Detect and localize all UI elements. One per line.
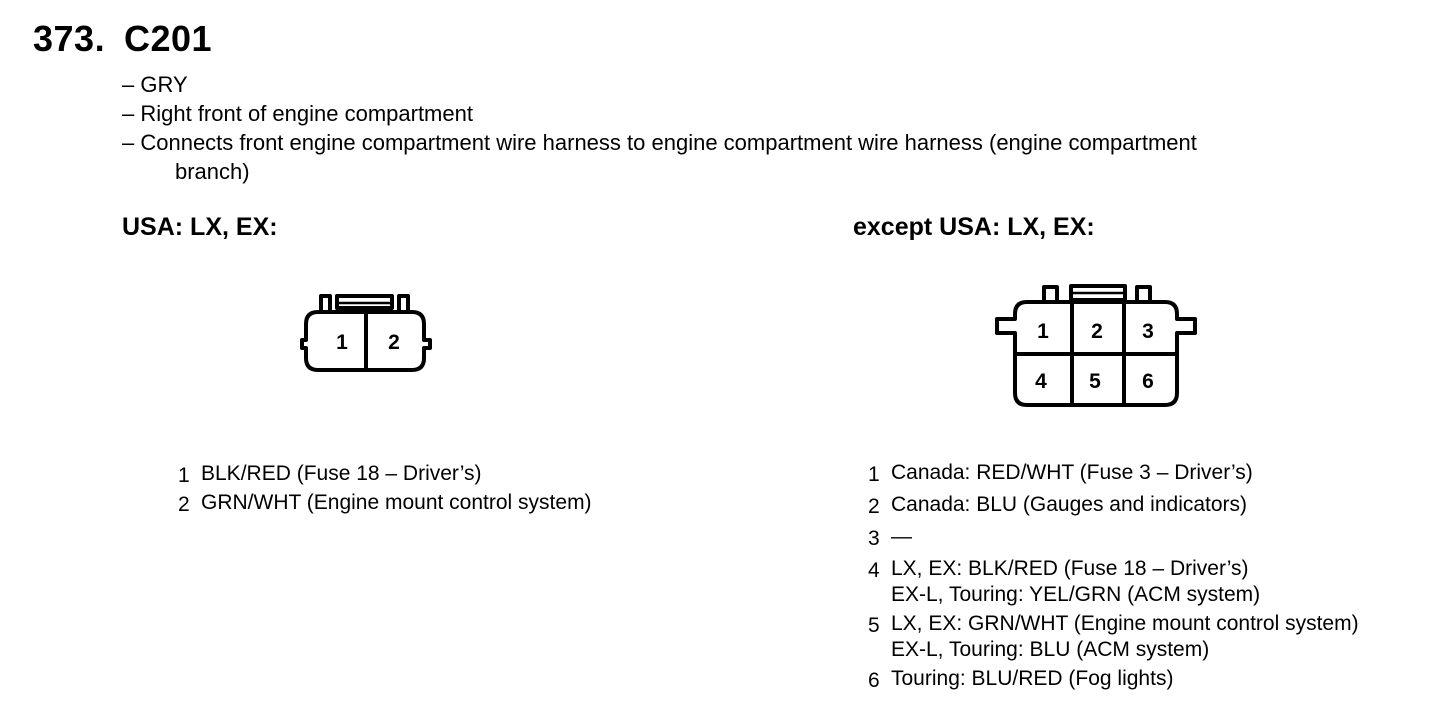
description-connects: – Connects front engine compartment wire harness to engine compartment wire harness (engine compartment xyxy=(122,130,1197,155)
pin-row xyxy=(868,492,1359,521)
pin-number: 1 xyxy=(178,464,190,487)
right-variant-heading: except USA: LX, EX: xyxy=(853,213,1095,241)
pin-row xyxy=(178,461,592,490)
pin-description: Canada: BLU (Gauges and indicators) xyxy=(891,493,1248,516)
description-location: – Right front of engine compartment xyxy=(122,101,473,126)
pin-number: 2 xyxy=(178,493,190,516)
pin-6-label: 6 xyxy=(1142,370,1154,393)
left-pin-list xyxy=(178,461,592,519)
left-latch-tab xyxy=(321,296,330,312)
pin-row xyxy=(868,611,1359,663)
right-latch-tab xyxy=(1137,287,1150,302)
pin-description: LX, EX: BLK/RED (Fuse 18 – Driver’s) xyxy=(891,557,1249,580)
connector-number: 373. xyxy=(33,18,106,59)
description-connects-cont: branch) xyxy=(175,159,250,184)
pin-4-label: 4 xyxy=(1035,370,1047,393)
pin-row xyxy=(868,666,1359,695)
pin-number: 2 xyxy=(868,495,880,518)
pin-description: GRN/WHT (Engine mount control system) xyxy=(201,491,592,514)
pin-description: BLK/RED (Fuse 18 – Driver’s) xyxy=(201,462,482,485)
connector-name: C201 xyxy=(124,18,213,59)
right-pin-list xyxy=(868,460,1359,698)
pin-number: 3 xyxy=(868,527,880,550)
pin-row xyxy=(178,490,592,519)
pin-number: 1 xyxy=(868,463,880,486)
pin-description: LX, EX: GRN/WHT (Engine mount control system) xyxy=(891,612,1359,635)
pin-2-label: 2 xyxy=(388,331,400,354)
pin-description-alt: EX-L, Touring: BLU (ACM system) xyxy=(891,638,1210,661)
pin-description: Touring: BLU/RED (Fog lights) xyxy=(891,667,1174,690)
two-pin-connector-diagram xyxy=(290,284,440,384)
pin-3-label: 3 xyxy=(1142,320,1154,343)
left-latch-tab xyxy=(1044,287,1057,302)
pin-5-label: 5 xyxy=(1089,370,1101,393)
pin-row xyxy=(868,524,1359,553)
six-pin-connector-diagram xyxy=(990,280,1205,410)
pin-description: — xyxy=(891,525,912,548)
left-variant-heading: USA: LX, EX: xyxy=(122,213,278,241)
pin-number: 4 xyxy=(868,559,880,582)
connector-title xyxy=(33,18,212,60)
description-color: – GRY xyxy=(122,72,188,97)
right-latch-tab xyxy=(399,296,408,312)
pin-description: Canada: RED/WHT (Fuse 3 – Driver’s) xyxy=(891,461,1253,484)
pin-2-label: 2 xyxy=(1091,320,1103,343)
pin-description-alt: EX-L, Touring: YEL/GRN (ACM system) xyxy=(891,583,1261,606)
pin-number: 5 xyxy=(868,614,880,637)
connector-description xyxy=(122,70,1197,186)
pin-number: 6 xyxy=(868,669,880,692)
pin-row xyxy=(868,460,1359,489)
pin-1-label: 1 xyxy=(336,331,348,354)
pin-1-label: 1 xyxy=(1037,320,1049,343)
pin-row xyxy=(868,556,1359,608)
